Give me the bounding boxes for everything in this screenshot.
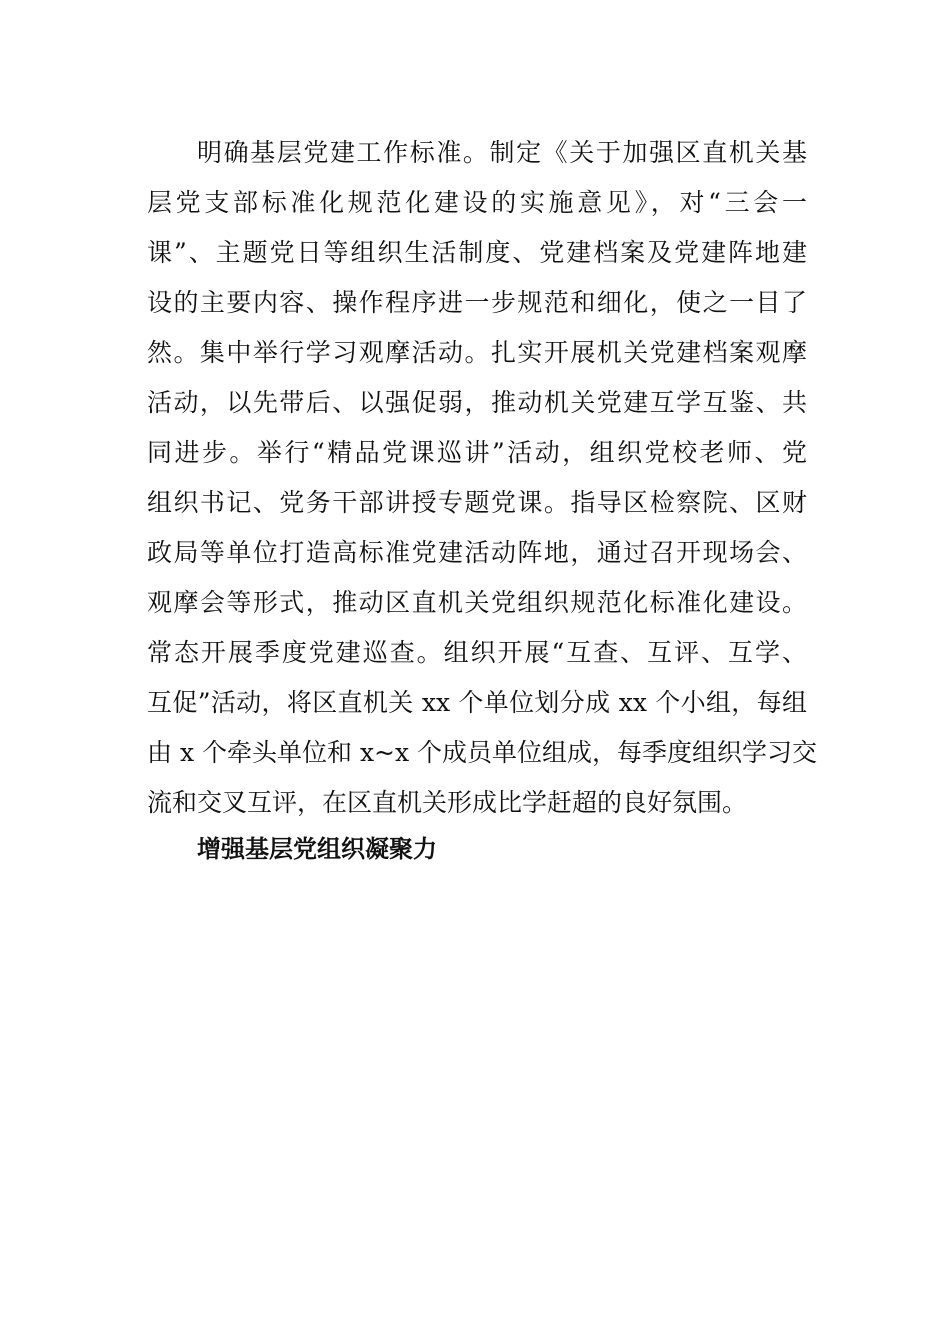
paragraph-line: 课”、主题党日等组织生活制度、党建档案及党建阵地建 xyxy=(147,238,807,267)
paragraph-line: 组织书记、党务干部讲授专题党课。指导区检察院、区财 xyxy=(147,488,807,517)
paragraph-line: 活动，以先带后、以强促弱，推动机关党建互学互鉴、共 xyxy=(147,388,807,417)
paragraph-line: 常态开展季度党建巡查。组织开展“互查、互评、互学、 xyxy=(147,638,807,667)
paragraph-line: 设的主要内容、操作程序进一步规范和细化，使之一目了 xyxy=(147,288,807,317)
paragraph-line: 政局等单位打造高标准党建活动阵地，通过召开现场会、 xyxy=(147,538,807,567)
section-heading: 增强基层党组织凝聚力 xyxy=(197,835,437,863)
paragraph-line: 流和交叉互评，在区直机关形成比学赶超的良好氛围。 xyxy=(147,788,748,817)
paragraph-line: 观摩会等形式，推动区直机关党组织规范化标准化建设。 xyxy=(147,588,807,617)
paragraph-line: 层党支部标准化规范化建设的实施意见》，对“三会一 xyxy=(147,188,807,217)
paragraph-line: 互促”活动，将区直机关 xx 个单位划分成 xx 个小组，每组 xyxy=(147,688,807,717)
paragraph-line: 同进步。举行“精品党课巡讲”活动，组织党校老师、党 xyxy=(147,438,807,467)
body-paragraph xyxy=(147,128,818,828)
paragraph-line: 明确基层党建工作标准。制定《关于加强区直机关基 xyxy=(197,138,807,167)
paragraph-line: 由 x 个牵头单位和 x~x 个成员单位组成，每季度组织学习交 xyxy=(147,738,818,767)
paragraph-line: 然。集中举行学习观摩活动。扎实开展机关党建档案观摩 xyxy=(147,338,807,367)
